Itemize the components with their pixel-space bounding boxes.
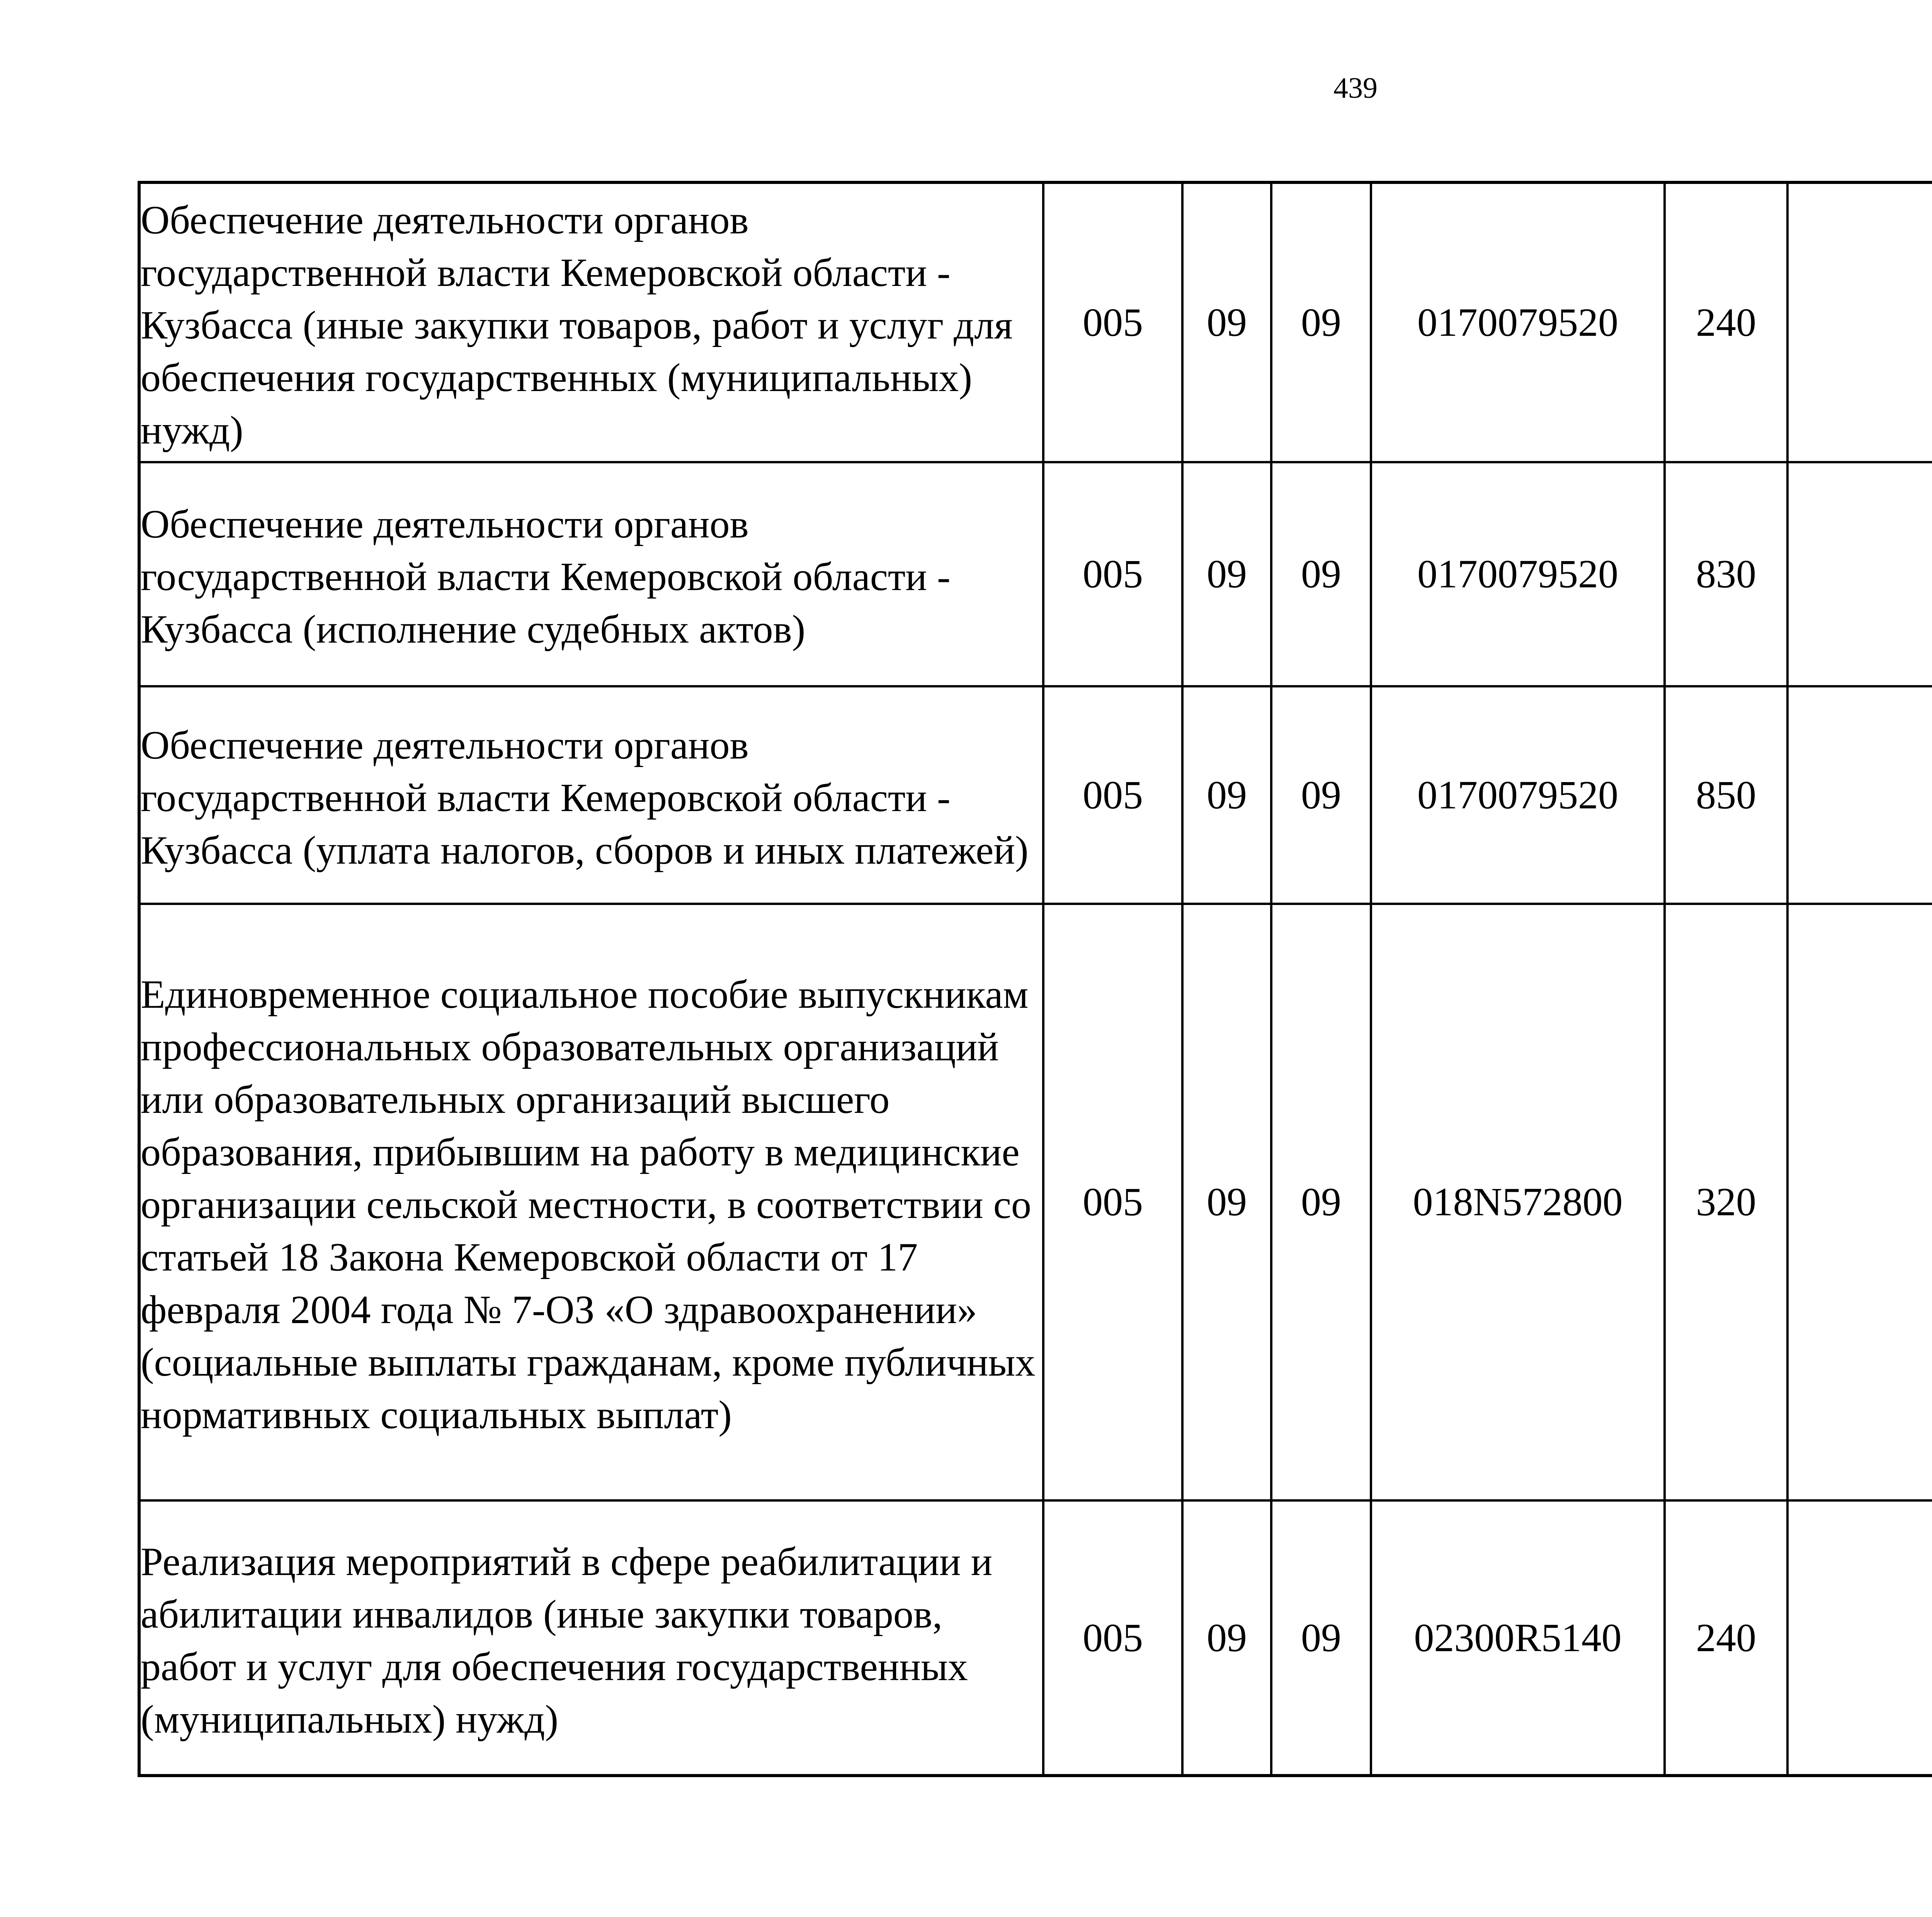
- target-article-code: 0170079520: [1371, 686, 1665, 904]
- row-name: Обеспечение деятельности органов государственной власти Кемеровской области - Кузбасса (уплата налогов, сборов и иных платежей): [141, 723, 1029, 873]
- target-article-code: 0170079520: [1371, 182, 1665, 462]
- row-name: Обеспечение деятельности органов государственной власти Кемеровской области - Кузбасса (иные закупки товаров, работ и услуг для обеспечения государственных (муниципальных) нужд): [141, 197, 1013, 452]
- amount-year-1: [1787, 904, 1932, 1500]
- ministry-code: 005: [1043, 462, 1182, 686]
- table-body: [139, 182, 1932, 1776]
- subsection-code: 09: [1271, 1500, 1371, 1776]
- amount-year-1: [1787, 462, 1932, 686]
- table-row: [139, 1500, 1932, 1776]
- row-name-cell: [139, 462, 1043, 686]
- row-name: Обеспечение деятельности органов государственной власти Кемеровской области - Кузбасса (исполнение судебных актов): [141, 502, 951, 651]
- subsection-code: 09: [1271, 686, 1371, 904]
- subsection-code: 09: [1271, 462, 1371, 686]
- row-name-cell: [139, 686, 1043, 904]
- target-article-code: 02300R5140: [1371, 1500, 1665, 1776]
- row-name-cell: [139, 182, 1043, 462]
- row-name: Реализация мероприятий в сфере реабилитации и абилитации инвалидов (иные закупки товаров, работ и услуг для обеспечения государственных (муниципальных) нужд): [141, 1539, 993, 1742]
- budget-table: [138, 181, 1932, 1777]
- subsection-code: 09: [1271, 182, 1371, 462]
- section-code: 09: [1182, 462, 1271, 686]
- subsection-code: 09: [1271, 904, 1371, 1500]
- page-number: 439: [1333, 72, 1378, 104]
- ministry-code: 005: [1043, 686, 1182, 904]
- section-code: 09: [1182, 182, 1271, 462]
- ministry-code: 005: [1043, 182, 1182, 462]
- table-row: [139, 904, 1932, 1500]
- amount-year-1: [1787, 182, 1932, 462]
- target-article-code: 0170079520: [1371, 462, 1665, 686]
- expense-type-code: 830: [1665, 462, 1787, 686]
- target-article-code: 018N572800: [1371, 904, 1665, 1500]
- section-code: 09: [1182, 686, 1271, 904]
- amount-year-1: [1787, 686, 1932, 904]
- table-row: [139, 462, 1932, 686]
- section-code: 09: [1182, 904, 1271, 1500]
- row-name: Единовременное социальное пособие выпускникам профессиональных образовательных организаций или образовательных организаций высшего образования, прибывшим на работу в медицинские организации сельской местности, в соответствии со статьей 18 Закона Кемеровской области от 17 февраля 2004 года № 7-ОЗ «О здравоохранении» (социальные выплаты гражданам, кроме публичных нормативных социальных выплат): [141, 972, 1036, 1437]
- ministry-code: 005: [1043, 1500, 1182, 1776]
- amount-year-1: [1787, 1500, 1932, 1776]
- table-row: [139, 182, 1932, 462]
- row-name-cell: [139, 1500, 1043, 1776]
- row-name-cell: [139, 904, 1043, 1500]
- section-code: 09: [1182, 1500, 1271, 1776]
- ministry-code: 005: [1043, 904, 1182, 1500]
- expense-type-code: 240: [1665, 1500, 1787, 1776]
- expense-type-code: 240: [1665, 182, 1787, 462]
- table-row: [139, 686, 1932, 904]
- expense-type-code: 850: [1665, 686, 1787, 904]
- expense-type-code: 320: [1665, 904, 1787, 1500]
